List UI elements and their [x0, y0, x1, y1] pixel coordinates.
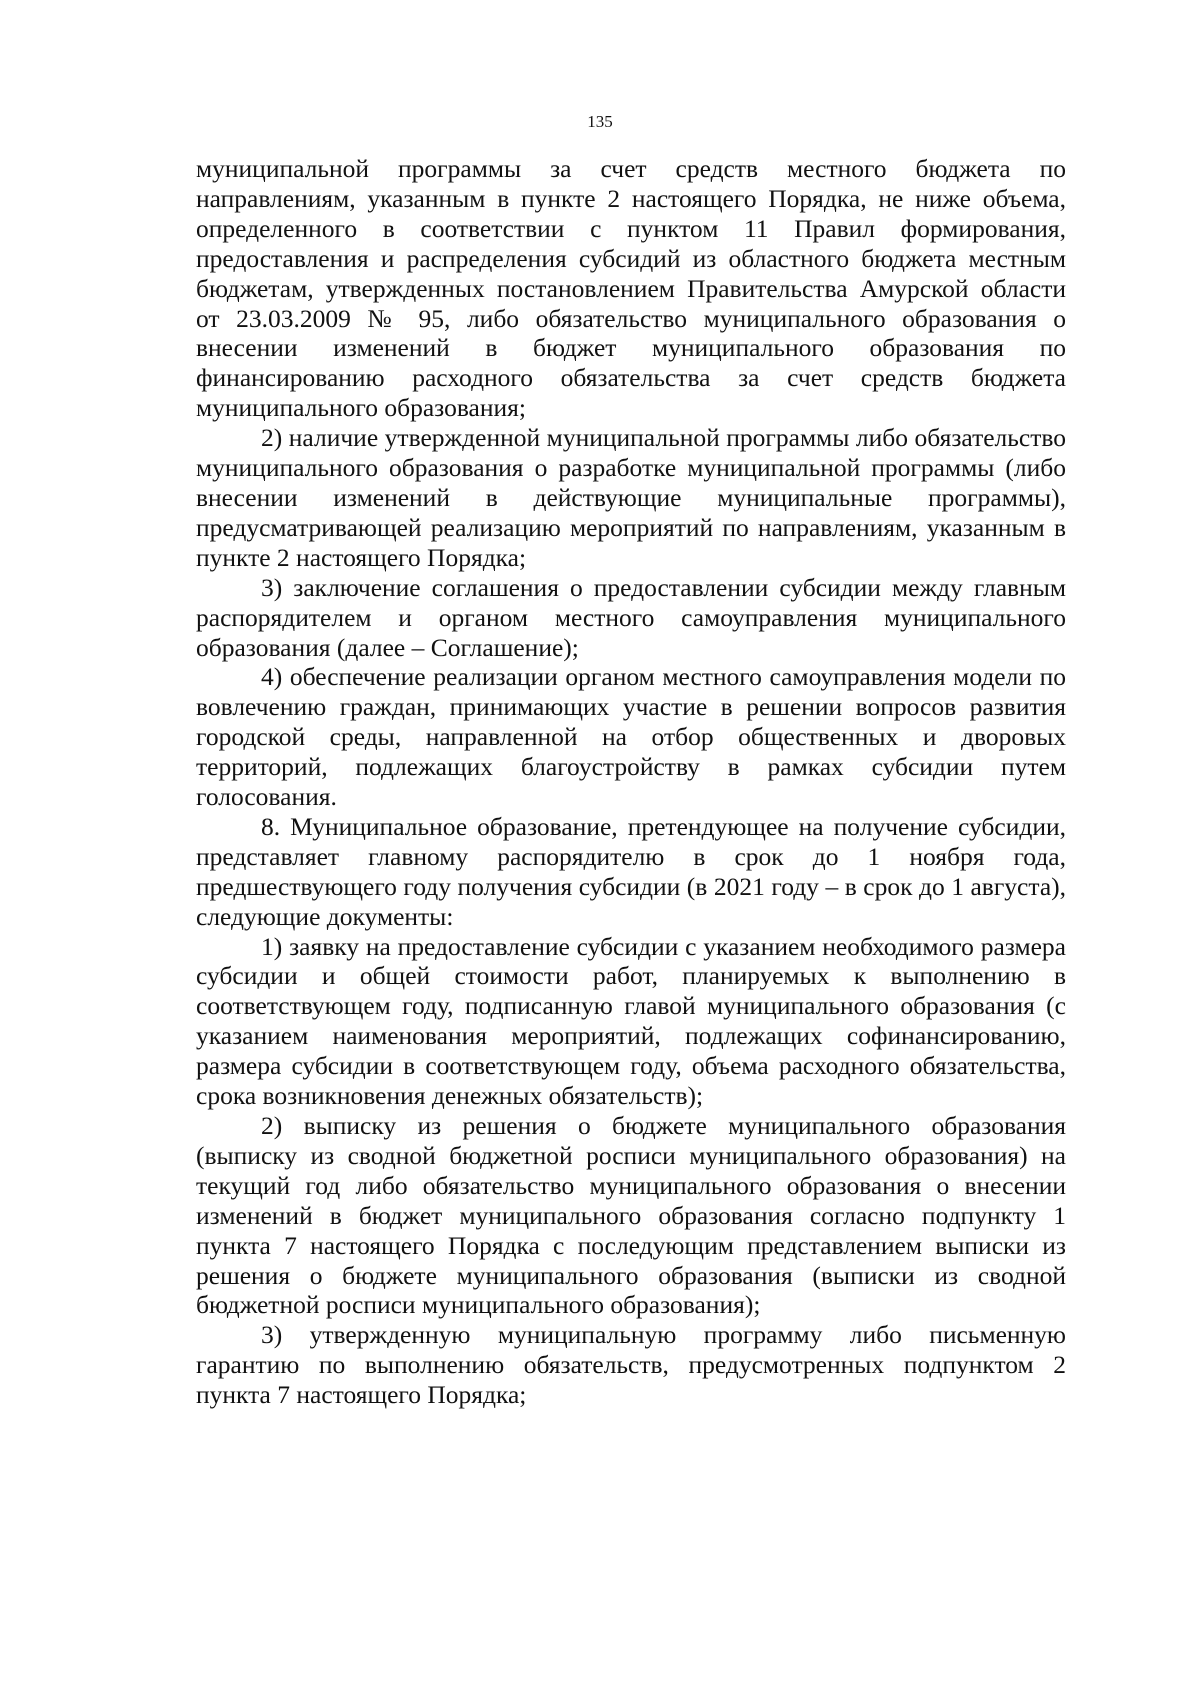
paragraph-item-4: 4) обеспечение реализации органом местного самоуправления модели по вовлечению граждан, принимающих участие в решении вопросов развития городской среды, направленной на отбор общественных и дворовых территорий, подлежащих благоустройству в рамках субсидии путем голосования.	[196, 662, 1066, 812]
paragraph-doc-item-3: 3) утвержденную муниципальную программу либо письменную гарантию по выполнению обязательств, предусмотренных подпунктом 2 пункта 7 настоящего Порядка;	[196, 1320, 1066, 1410]
paragraph-item-3: 3) заключение соглашения о предоставлении субсидии между главным распорядителем и органом местного самоуправления муниципального образования (далее – Соглашение);	[196, 572, 1066, 662]
paragraph-section-8: 8. Муниципальное образование, претендующее на получение субсидии, представляет главному распорядителю в срок до 1 ноября года, предшествующего году получения субсидии (в 2021 году – в срок до 1 августа), следующие документы:	[196, 811, 1066, 931]
paragraph-item-2: 2) наличие утвержденной муниципальной программы либо обязательство муниципального образования о разработке муниципальной программы (либо внесении изменений в действующие муниципальные программы), предусматривающей реализацию мероприятий по направлениям, указанным в пункте 2 настоящего Порядка;	[196, 423, 1066, 572]
paragraph-doc-item-1: 1) заявку на предоставление субсидии с указанием необходимого размера субсидии и общей стоимости работ, планируемых к выполнению в соответствующем году, подписанную главой муниципального образования (с указанием наименования мероприятий, подлежащих софинансированию, размера субсидии в соответствующем году, объема расходного обязательства, срока возникновения денежных обязательств);	[196, 931, 1066, 1111]
paragraph-continuation: муниципальной программы за счет средств местного бюджета по направлениям, указанным в пункте 2 настоящего Порядка, не ниже объема, определенного в соответствии с пунктом 11 Правил формирования, предоставления и распределения субсидий из областного бюджета местным бюджетам, утвержденных постановлением Правительства Амурской области от 23.03.2009 № 95, либо обязательство муниципального образования о внесении изменений в бюджет муниципального образования по финансированию расходного обязательства за счет средств бюджета муниципального образования;	[196, 154, 1066, 423]
paragraph-doc-item-2: 2) выписку из решения о бюджете муниципального образования (выписку из сводной бюджетной росписи муниципального образования) на текущий год либо обязательство муниципального образования о внесении изменений в бюджет муниципального образования согласно подпункту 1 пункта 7 настоящего Порядка с последующим представлением выписки из решения о бюджете муниципального образования (выписки из сводной бюджетной росписи муниципального образования);	[196, 1111, 1066, 1320]
page-number: 135	[587, 112, 613, 131]
document-body	[196, 154, 1066, 1410]
